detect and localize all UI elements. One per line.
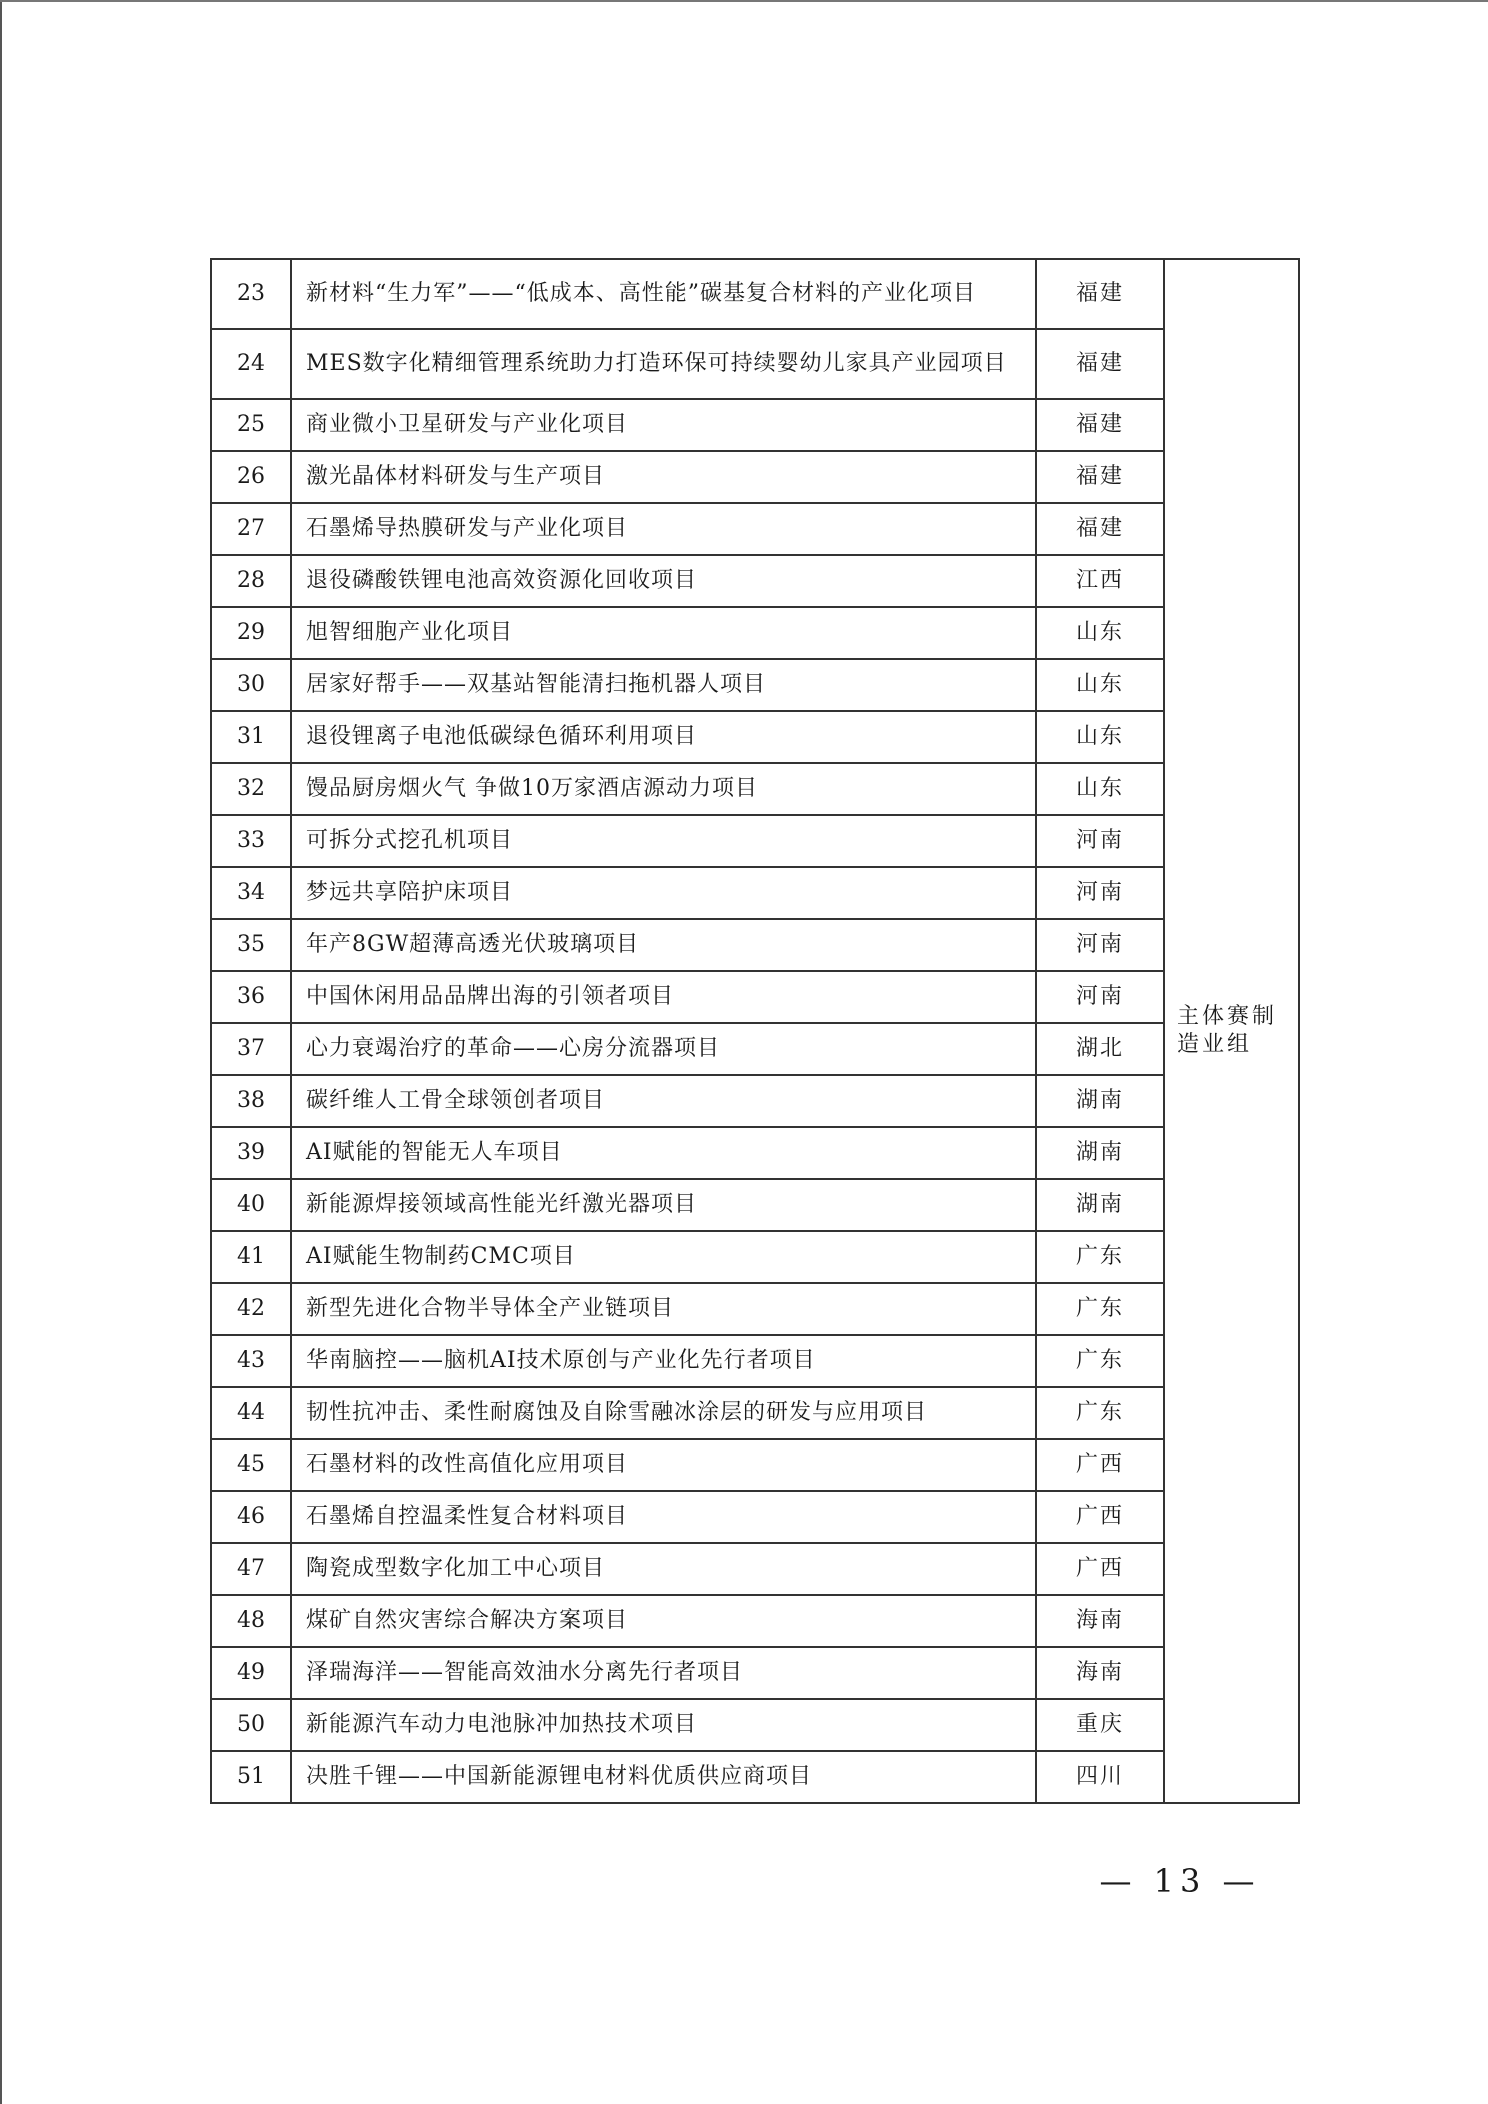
table-row	[211, 867, 1299, 919]
table-row	[211, 1439, 1299, 1491]
row-number: 43	[211, 1335, 291, 1387]
project-name: 陶瓷成型数字化加工中心项目	[291, 1543, 1036, 1595]
row-number: 23	[211, 259, 291, 329]
project-name: 梦远共享陪护床项目	[291, 867, 1036, 919]
table-row	[211, 1751, 1299, 1803]
project-name: 石墨烯自控温柔性复合材料项目	[291, 1491, 1036, 1543]
table-row	[211, 607, 1299, 659]
project-name: 华南脑控——脑机AI技术原创与产业化先行者项目	[291, 1335, 1036, 1387]
row-number: 51	[211, 1751, 291, 1803]
project-name: 石墨材料的改性高值化应用项目	[291, 1439, 1036, 1491]
table-row	[211, 1543, 1299, 1595]
row-number: 40	[211, 1179, 291, 1231]
project-name: 煤矿自然灾害综合解决方案项目	[291, 1595, 1036, 1647]
row-number: 42	[211, 1283, 291, 1335]
project-name: AI赋能的智能无人车项目	[291, 1127, 1036, 1179]
row-number: 39	[211, 1127, 291, 1179]
project-name: 中国休闲用品品牌出海的引领者项目	[291, 971, 1036, 1023]
project-name: 泽瑞海洋——智能高效油水分离先行者项目	[291, 1647, 1036, 1699]
project-name: 新型先进化合物半导体全产业链项目	[291, 1283, 1036, 1335]
province: 山东	[1036, 607, 1164, 659]
page-number: — 13 —	[1099, 1862, 1261, 1900]
table-row	[211, 919, 1299, 971]
project-name: 石墨烯导热膜研发与产业化项目	[291, 503, 1036, 555]
province: 福建	[1036, 503, 1164, 555]
province: 河南	[1036, 971, 1164, 1023]
province: 广东	[1036, 1231, 1164, 1283]
row-number: 25	[211, 399, 291, 451]
project-name: 商业微小卫星研发与产业化项目	[291, 399, 1036, 451]
table-row	[211, 763, 1299, 815]
table-row	[211, 1647, 1299, 1699]
table-row	[211, 399, 1299, 451]
row-number: 32	[211, 763, 291, 815]
table-row	[211, 503, 1299, 555]
province: 广东	[1036, 1387, 1164, 1439]
row-number: 38	[211, 1075, 291, 1127]
province: 河南	[1036, 867, 1164, 919]
project-name: 心力衰竭治疗的革命——心房分流器项目	[291, 1023, 1036, 1075]
row-number: 49	[211, 1647, 291, 1699]
project-name: 新材料“生力军”——“低成本、高性能”碳基复合材料的产业化项目	[291, 259, 1036, 329]
province: 福建	[1036, 259, 1164, 329]
table-row	[211, 1075, 1299, 1127]
province: 海南	[1036, 1595, 1164, 1647]
row-number: 33	[211, 815, 291, 867]
table-row	[211, 1023, 1299, 1075]
row-number: 46	[211, 1491, 291, 1543]
page-edge-top	[0, 0, 1488, 2]
row-number: 26	[211, 451, 291, 503]
table-body	[211, 259, 1299, 1803]
project-name: 退役磷酸铁锂电池高效资源化回收项目	[291, 555, 1036, 607]
table-row	[211, 971, 1299, 1023]
table-row	[211, 1387, 1299, 1439]
province: 河南	[1036, 815, 1164, 867]
project-name: 韧性抗冲击、柔性耐腐蚀及自除雪融冰涂层的研发与应用项目	[291, 1387, 1036, 1439]
table-row	[211, 1231, 1299, 1283]
row-number: 48	[211, 1595, 291, 1647]
table-row	[211, 1127, 1299, 1179]
province: 湖北	[1036, 1023, 1164, 1075]
row-number: 35	[211, 919, 291, 971]
province: 广西	[1036, 1491, 1164, 1543]
province: 广东	[1036, 1335, 1164, 1387]
table-row	[211, 815, 1299, 867]
row-number: 30	[211, 659, 291, 711]
province: 湖南	[1036, 1075, 1164, 1127]
page-edge	[0, 0, 2, 2104]
project-name: 激光晶体材料研发与生产项目	[291, 451, 1036, 503]
row-number: 37	[211, 1023, 291, 1075]
row-number: 47	[211, 1543, 291, 1595]
province: 广西	[1036, 1543, 1164, 1595]
province: 福建	[1036, 399, 1164, 451]
province: 海南	[1036, 1647, 1164, 1699]
project-name: 碳纤维人工骨全球领创者项目	[291, 1075, 1036, 1127]
project-name: 决胜千锂——中国新能源锂电材料优质供应商项目	[291, 1751, 1036, 1803]
row-number: 28	[211, 555, 291, 607]
row-number: 45	[211, 1439, 291, 1491]
table-row	[211, 1491, 1299, 1543]
province: 江西	[1036, 555, 1164, 607]
project-name: 馒品厨房烟火气 争做10万家酒店源动力项目	[291, 763, 1036, 815]
table-row	[211, 1335, 1299, 1387]
row-number: 44	[211, 1387, 291, 1439]
row-number: 34	[211, 867, 291, 919]
project-name: 新能源焊接领域高性能光纤激光器项目	[291, 1179, 1036, 1231]
table-row	[211, 1283, 1299, 1335]
table-row	[211, 1595, 1299, 1647]
table-row	[211, 1699, 1299, 1751]
table-row	[211, 555, 1299, 607]
project-name: 居家好帮手——双基站智能清扫拖机器人项目	[291, 659, 1036, 711]
province: 湖南	[1036, 1179, 1164, 1231]
province: 湖南	[1036, 1127, 1164, 1179]
project-name: AI赋能生物制药CMC项目	[291, 1231, 1036, 1283]
row-number: 50	[211, 1699, 291, 1751]
table-row	[211, 659, 1299, 711]
group-label: 主体赛制造业组	[1164, 259, 1299, 1803]
row-number: 41	[211, 1231, 291, 1283]
table-row	[211, 329, 1299, 399]
province: 四川	[1036, 1751, 1164, 1803]
project-name: 年产8GW超薄高透光伏玻璃项目	[291, 919, 1036, 971]
table-row	[211, 259, 1299, 329]
row-number: 29	[211, 607, 291, 659]
project-name: MES数字化精细管理系统助力打造环保可持续婴幼儿家具产业园项目	[291, 329, 1036, 399]
project-name: 新能源汽车动力电池脉冲加热技术项目	[291, 1699, 1036, 1751]
project-name: 可拆分式挖孔机项目	[291, 815, 1036, 867]
row-number: 24	[211, 329, 291, 399]
table-row	[211, 1179, 1299, 1231]
province: 山东	[1036, 711, 1164, 763]
province: 广东	[1036, 1283, 1164, 1335]
province: 福建	[1036, 451, 1164, 503]
row-number: 36	[211, 971, 291, 1023]
province: 山东	[1036, 659, 1164, 711]
province: 福建	[1036, 329, 1164, 399]
table-row	[211, 711, 1299, 763]
province: 河南	[1036, 919, 1164, 971]
project-name: 旭智细胞产业化项目	[291, 607, 1036, 659]
project-name: 退役锂离子电池低碳绿色循环利用项目	[291, 711, 1036, 763]
province: 广西	[1036, 1439, 1164, 1491]
province: 重庆	[1036, 1699, 1164, 1751]
row-number: 27	[211, 503, 291, 555]
province: 山东	[1036, 763, 1164, 815]
table-row	[211, 451, 1299, 503]
project-list-table	[210, 258, 1300, 1804]
row-number: 31	[211, 711, 291, 763]
